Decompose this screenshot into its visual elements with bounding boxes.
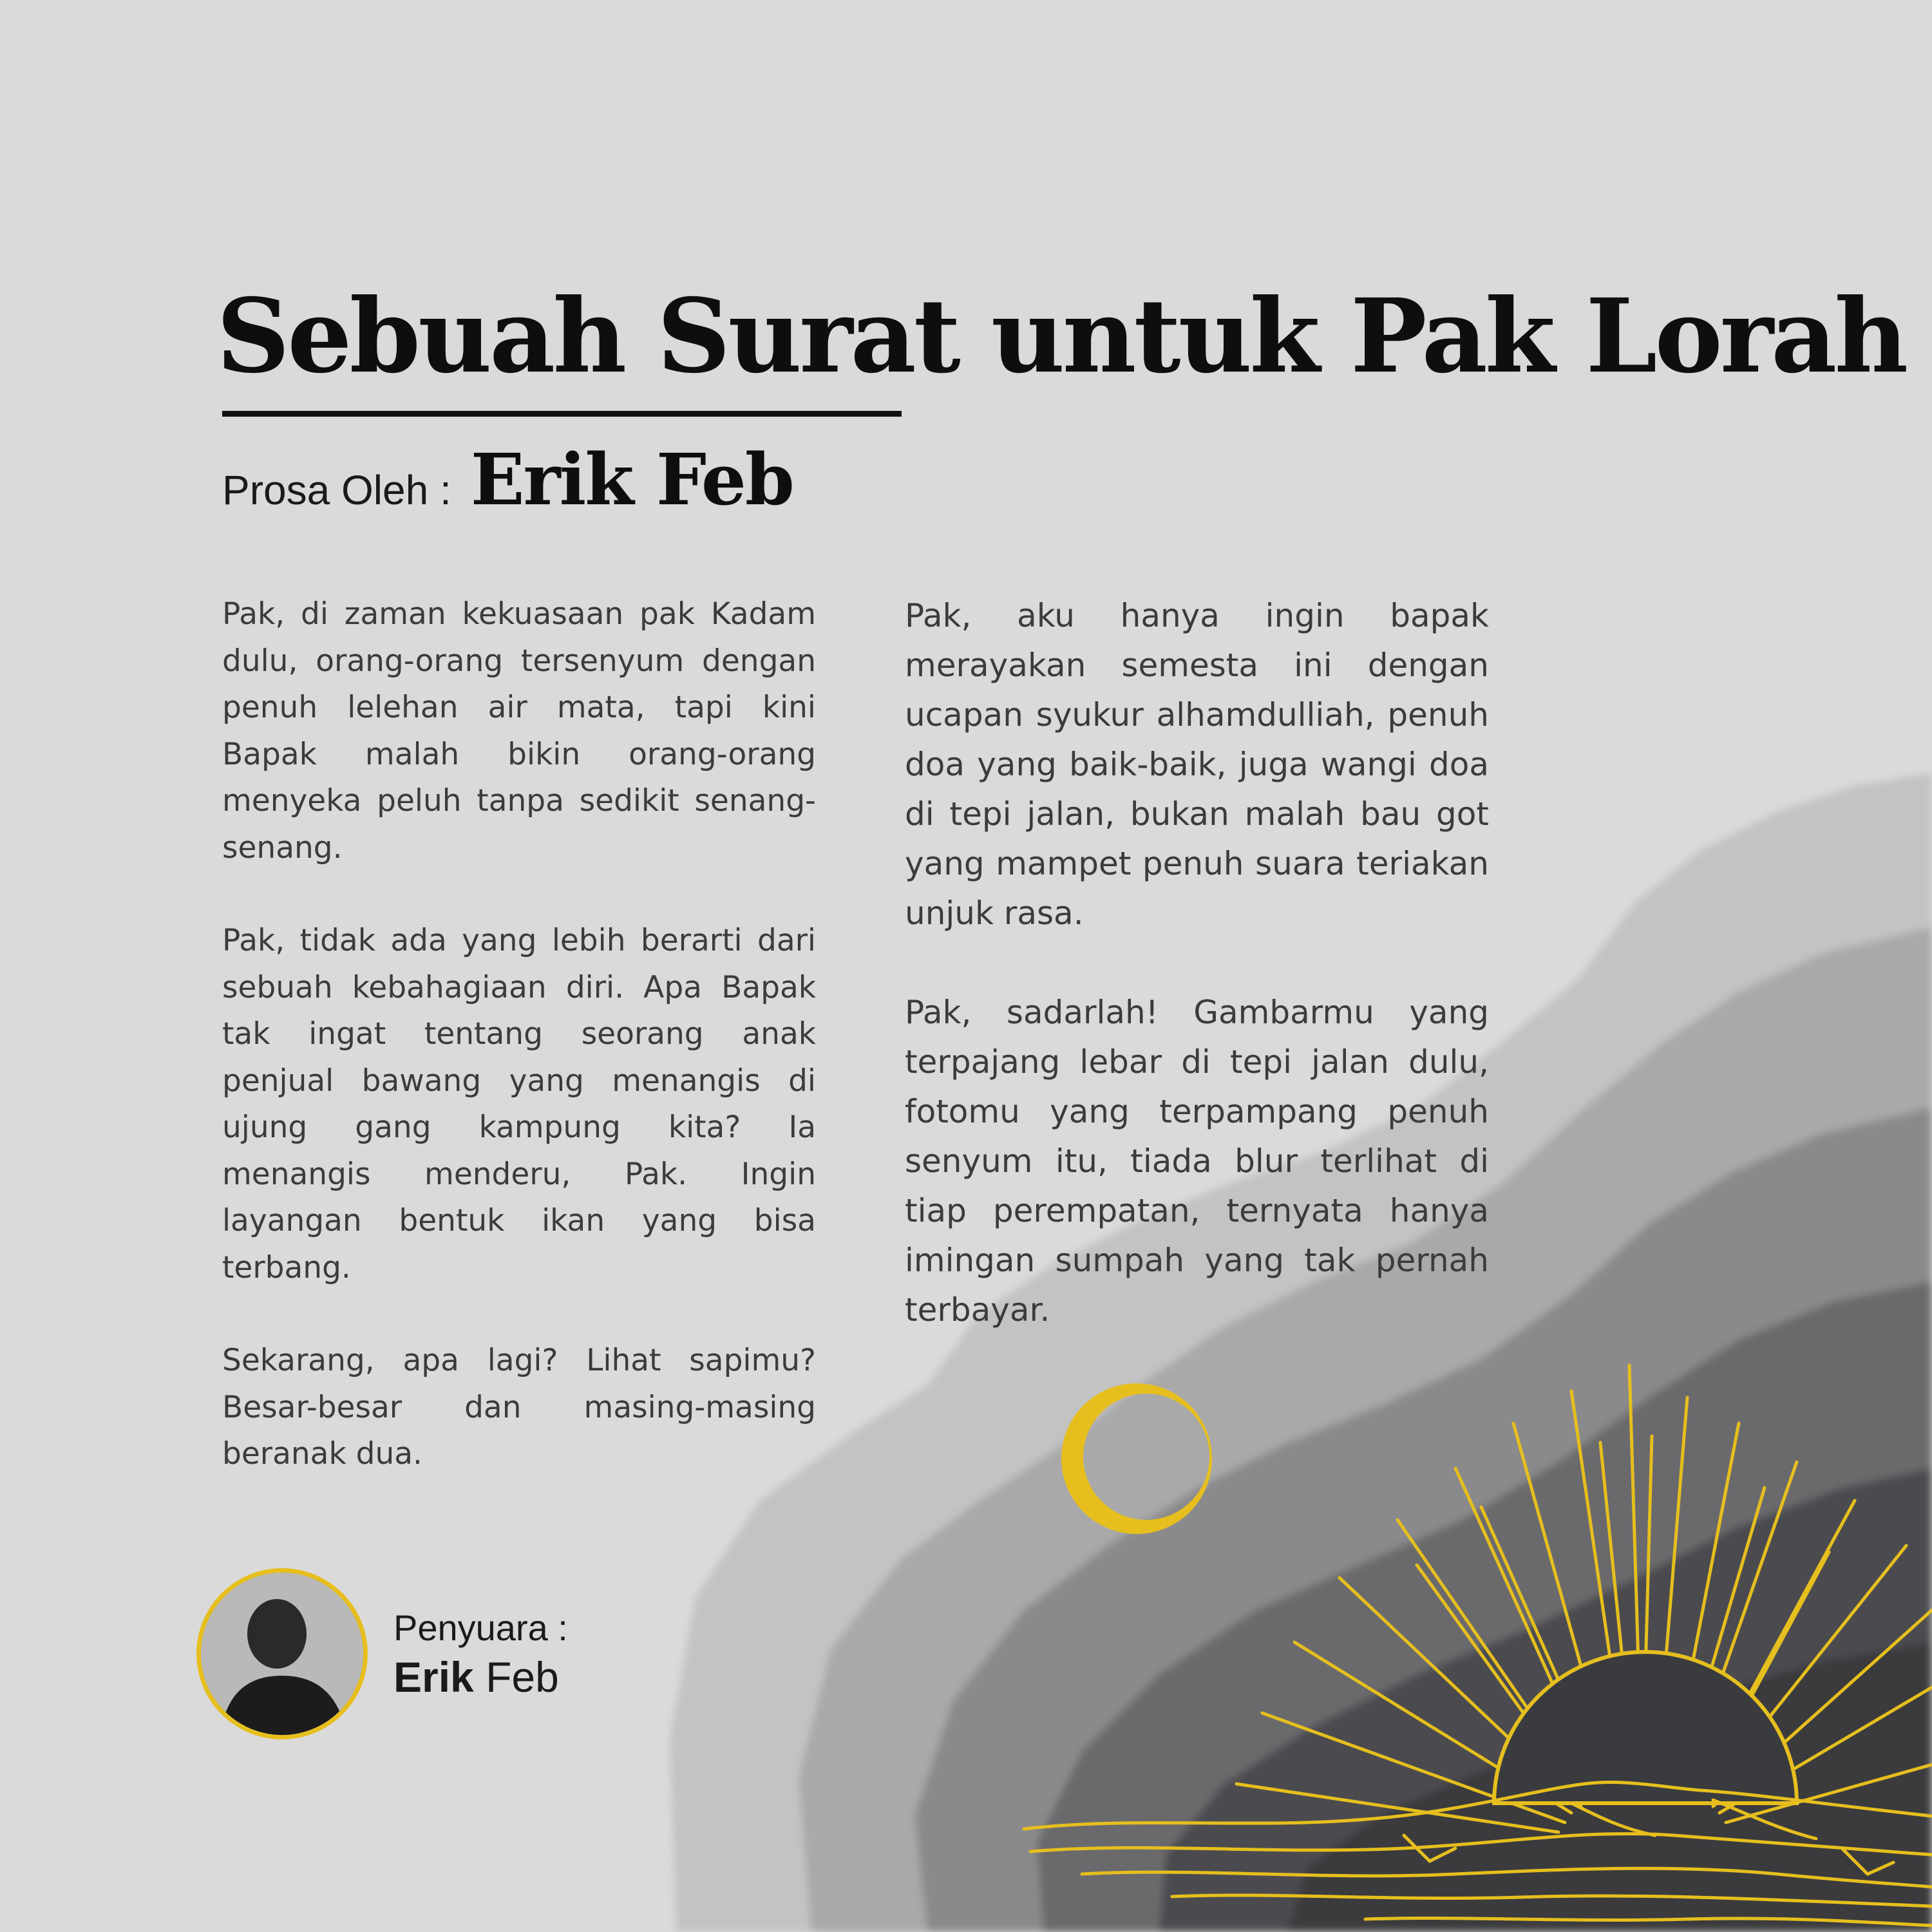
paragraph: Sekarang, apa lagi? Lihat sapimu? Besar-besar dan masing-masing beranak dua. [222,1343,816,1472]
author-name: Erik Feb [470,438,793,521]
narrator-text [393,1605,568,1703]
paragraph: Pak, aku hanya ingin bapak merayakan semesta ini dengan ucapan syukur alhamdulliah, penuh doa yang baik-baik, juga wangi doa di tepi jalan, bukan malah bau got yang mampet penuh suara teriakan unjuk rasa. [905,597,1489,932]
title-underline [222,411,902,417]
paragraph: Pak, sadarlah! Gambarmu yang terpajang lebar di tepi jalan dulu, fotomu yang terpampang penuh senyum itu, tiada blur terlihat di tiap perempatan, ternyata hanya imingan sumpah yang tak pernah terbayar. [905,994,1489,1329]
byline-label: Prosa Oleh : [222,467,451,513]
paragraph: Pak, tidak ada yang lebih berarti dari sebuah kebahagiaan diri. Apa Bapak tak ingat tentang seorang anak penjual bawang yang menangis di ujung gang kampung kita? Ia menangis menderu, Pak. Ingin layangan bentuk ikan yang bisa terbang. [222,923,816,1285]
narrator-last-name: Feb [473,1653,559,1701]
page-title: Sebuah Surat untuk Pak Lorah [216,277,1906,396]
text-column-right [905,591,1489,1335]
narrator-name [393,1651,568,1703]
avatar [196,1568,368,1739]
sunrise-illustration [1005,1340,1932,1932]
paragraph: Pak, di zaman kekuasaan pak Kadam dulu, orang-orang tersenyum dengan penuh lelehan air mata, tapi kini Bapak malah bikin orang-orang menyeka peluh tanpa sedikit senang-senang. [222,596,816,866]
byline [222,438,793,528]
narrator-first-name: Erik [393,1653,474,1701]
narrator-label: Penyuara : [393,1607,568,1648]
narrator-credit [196,1568,568,1739]
text-column-left [222,591,816,1478]
person-photo-icon [201,1573,363,1735]
